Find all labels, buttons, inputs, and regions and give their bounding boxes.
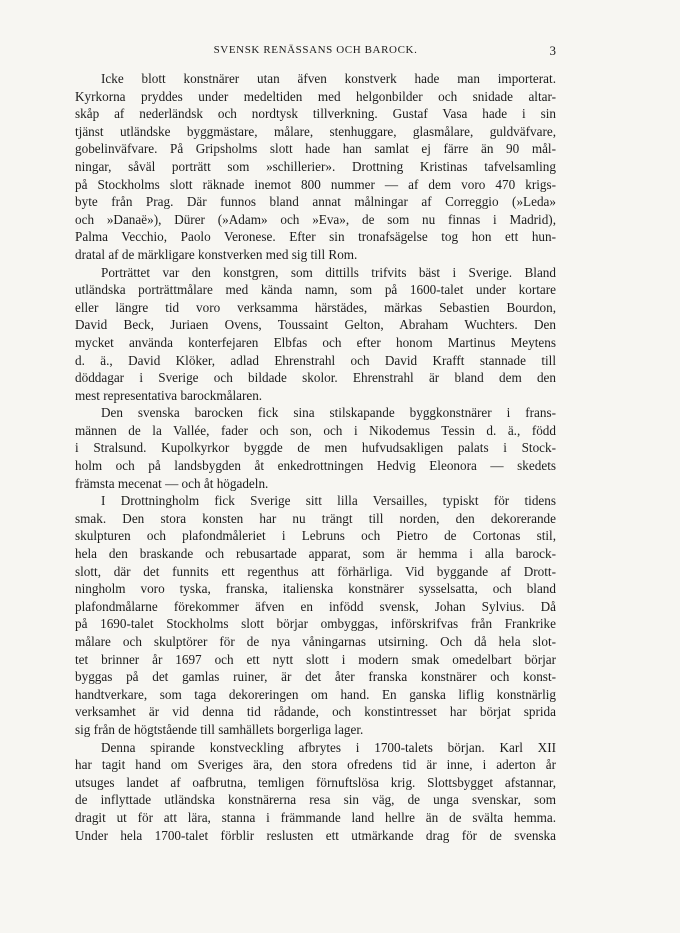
- text-line: hela den braskande och rebusartade apparat, som är hemma i alla barock-: [75, 546, 556, 562]
- text-line: byte från Prag. Där funnos bland annat målningar af Correggio (»Leda»: [75, 194, 556, 210]
- text-line: eller längre tid voro verksamma härstädes, märkas Sebastien Bourdon,: [75, 299, 556, 315]
- text-line: Den svenska barocken fick sina stilskapande byggkonstnärer i frans-: [101, 405, 556, 421]
- text-line: mest representativa barockmålaren.: [75, 387, 263, 403]
- text-line: David Beck, Juriaen Ovens, Toussaint Gelton, Abraham Wuchters. Den: [75, 317, 556, 333]
- text-line: holm och på landsbygden åt enkedrottningen Hedvig Eleonora — skedets: [75, 458, 556, 474]
- text-line: främsta mecenat — och åt högadeln.: [75, 475, 269, 491]
- text-line: skulpturen och plafondmåleriet i Lebruns och Pietro de Cortonas stil,: [75, 528, 556, 544]
- text-line: Porträttet var den konstgren, som dittills trifvits bäst i Sverige. Bland: [101, 264, 556, 280]
- text-line: tet brinner år 1697 och ett nytt slott i modern smak omedelbart börjar: [75, 651, 556, 667]
- text-line: och »Danaë»), Dürer (»Adam» och »Eva», de som nu finnas i Madrid),: [75, 211, 556, 227]
- text-line: målare och skulptörer för de nya våningarnas utsirning. Och då hela slot-: [75, 634, 556, 649]
- text-line: plafondmålarne förekommer äfven en infödd svensk, Johan Sylvius. Då: [75, 598, 556, 614]
- text-line: Icke blott konstnärer utan äfven konstverk hade man importerat.: [101, 71, 556, 86]
- text-line: ningar, såväl porträtt som »schillerier». Drottning Kristinas tafvelsamling: [75, 158, 556, 174]
- text-line: Under hela 1700-talet förblir reslusten ett utmärkande drag för de svenska: [75, 827, 556, 843]
- text-line: Kyrkorna pryddes under medeltiden med helgonbilder och snidade altar-: [75, 88, 556, 104]
- text-line: gobelinväfvare. På Gripsholms slott hade han samlat ej färre än 90 mål-: [75, 141, 556, 157]
- text-line: har tagit hand om Sveriges ära, den stora ofredens tid är inne, i aderton år: [75, 757, 556, 773]
- running-header: [75, 44, 556, 64]
- text-line: slott, där det funnits ett regenthus att förhärliga. Vid byggande af Drott-: [75, 563, 556, 579]
- text-line: smak. Den stora konsten har nu trängt till norden, den dekorerande: [75, 510, 556, 526]
- text-line: Palma Vecchio, Paolo Veronese. Efter sin tronafsägelse tog hon ett hun-: [75, 229, 556, 245]
- text-line: dratal af de märkligare konstverken med sig till Rom.: [75, 246, 358, 262]
- text-line: ningholm voro tyska, franska, italienska konstnärer sysselsatta, och bland: [75, 581, 556, 597]
- text-line: på Stockholms slott räknade inemot 800 nummer — af dem voro 470 krigs-: [75, 176, 556, 192]
- text-line: sig från de högtstående till samhällets borgerliga lager.: [75, 721, 364, 737]
- text-line: skåp af nederländsk och nordtysk tillverkning. Gustaf Vasa hade i sin: [75, 106, 556, 122]
- text-line: de inflyttade utländska konstnärerna resa sin väg, de unga svenskar, som: [75, 792, 556, 808]
- text-line: utländska porträttmålare med kända namn, som på 1600-talet under kortare: [75, 282, 556, 298]
- running-title: SVENSK RENÄSSANS OCH BAROCK.: [213, 44, 418, 56]
- text-line: på 1690-talet Stockholms slott börjar ombyggas, införskrifvas från Frankrike: [75, 616, 556, 632]
- text-line: i Stralsund. Kupolkyrkor byggde de men hufvudsakligen palats i Stock-: [75, 440, 556, 456]
- text-line: Denna spirande konstveckling afbrytes i 1700-talets början. Karl XII: [101, 739, 556, 755]
- text-line: tjänst utländske byggmästare, målare, stenhuggare, glasmålare, guldväfvare,: [75, 123, 556, 139]
- page-number: 3: [549, 43, 556, 58]
- text-line: byggas på det gamlas ruiner, är det åter franska konstnärer och konst-: [75, 669, 556, 685]
- text-line: I Drottningholm fick Sverige sitt lilla Versailles, typiskt för tidens: [101, 493, 556, 509]
- text-line: männen de la Vallée, fader och son, och i Nikodemus Tessin d. ä., född: [75, 422, 556, 438]
- text-line: d. ä., David Klöker, adlad Ehrenstrahl och David Krafft stannade till: [75, 352, 556, 368]
- text-line: handtverkare, som taga dekoreringen om hand. En ganska liflig konstnärlig: [75, 686, 556, 702]
- body-text: [75, 70, 556, 844]
- text-line: döddagar i Sverige och bildade skolor. Ehrenstrahl är bland dem den: [75, 370, 556, 386]
- text-line: mycket använda konterfejaren Elbfas och efter honom Martinus Meytens: [75, 334, 556, 350]
- text-line: utsuges landet af oafbrutna, temligen förnuftslösa krig. Slottsbygget afstannar,: [75, 774, 556, 790]
- text-line: verksamhet är vid denna tid rådande, och konstintresset har börjat sprida: [75, 704, 556, 720]
- text-line: dragit ut för att lära, stanna i främmande land hellre än de svälta hemma.: [75, 809, 556, 825]
